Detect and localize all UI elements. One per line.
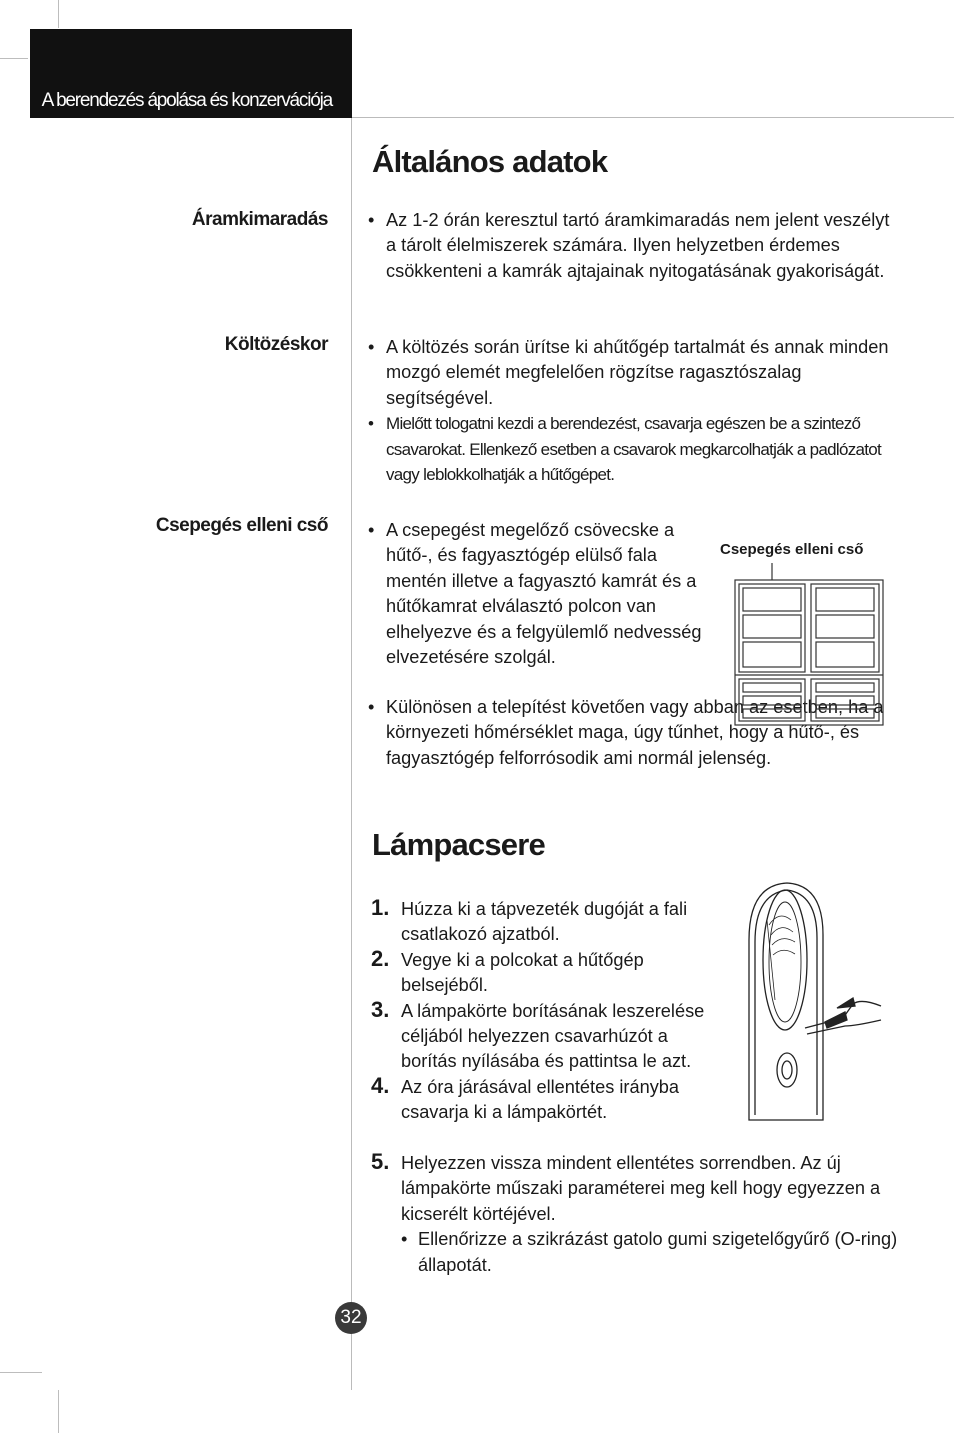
fridge-shelves-illustration [730, 563, 886, 727]
section-label-drain-pipe: Csepegés elleni cső [155, 515, 328, 536]
step-item: 1. Húzza ki a tápvezeték dugóját a fali csatlakozó ajzatból. [371, 895, 688, 945]
lamp-steps-b [368, 1151, 898, 1278]
crop-mark [58, 0, 59, 28]
lamp-steps-a [368, 897, 706, 1126]
heading-lamp-replacement: Lámpacsere [372, 827, 545, 862]
step-item: 5. Helyezzen vissza mindent ellentétes sorrendben. Az új lámpakörte műszaki paraméterei meg kell hogy egyezzen a kicserélt körtéjével. [371, 1149, 881, 1224]
heading-general-data: Általános adatok [372, 144, 608, 179]
crop-mark [0, 1372, 42, 1373]
bullet-item: • A csepegést megelőző csövecske a hűtő-, és fagyasztógép elülső fala mentén illetve a fagyasztó kamrát és a hűtőkamrat elválasztó polcon van elhelyezve és a felgyülemlő nedvesség elvezetésére szolgál. [368, 518, 703, 670]
crop-mark [58, 1390, 59, 1433]
section-label-power-outage: Áramkimaradás [191, 209, 328, 230]
page-number: 32 [335, 1302, 367, 1334]
section-header-title: A berendezés ápolása és konzervációja [41, 90, 332, 111]
bullet-item: • Az 1-2 órán keresztul tartó áramkimaradás nem jelent veszélyt a tárolt élelmiszerek számára. Ilyen helyzetben érdemes csökkenteni a kamrák ajtajainak nyitogatásának gyakoriságát. [368, 208, 898, 284]
section-drain-pipe-text [368, 518, 703, 670]
section-moving-text [368, 335, 893, 487]
step-item: 4. Az óra járásával ellentétes irányba csavarja ki a lámpakörtét. [371, 1072, 680, 1123]
sub-bullet-item: • Ellenőrizze a szikrázást gatolo gumi szigetelőgyűrő (O-ring) állapotát. [368, 1227, 898, 1278]
crop-mark [0, 58, 28, 59]
section-power-outage-text [368, 208, 898, 284]
step-item: 2. Vegye ki a polcokat a hűtőgép belsejéből. [371, 945, 644, 996]
header-rule [352, 117, 954, 118]
bullet-item: • Különösen a telepítést követően vagy abban az esetben, ha a környezeti hőmérséklet maga, úgy tűnhet, hogy a hűtő-, és fagyasztógép felforrósodik ami normál jelenség. [368, 695, 898, 771]
bullet-item: • Mielőtt tologatni kezdi a berendezést, csavarja egészen be a szintező csavarokat. Ellenkező esetben a csavarok megkarcolhatják a padlózatot vagy leblokkolhatják a hűtőgépet. [368, 411, 893, 487]
section-label-moving: Költözéskor [224, 334, 328, 355]
bullet-item: • A költözés során ürítse ki ahűtőgép tartalmát és annak minden mozgó elemét megfelelően rögzítse ragasztószalag segítségével. [368, 335, 893, 411]
section-header [30, 29, 352, 118]
figure-label-drain-pipe: Csepegés elleni cső [720, 541, 864, 558]
step-item: 3. A lámpakörte borításának leszerelése céljából helyezzen csavarhúzót a borítás nyílásába és pattintsa le azt. [371, 996, 705, 1072]
lamp-replacement-illustration [745, 880, 885, 1130]
column-divider [351, 118, 352, 1390]
